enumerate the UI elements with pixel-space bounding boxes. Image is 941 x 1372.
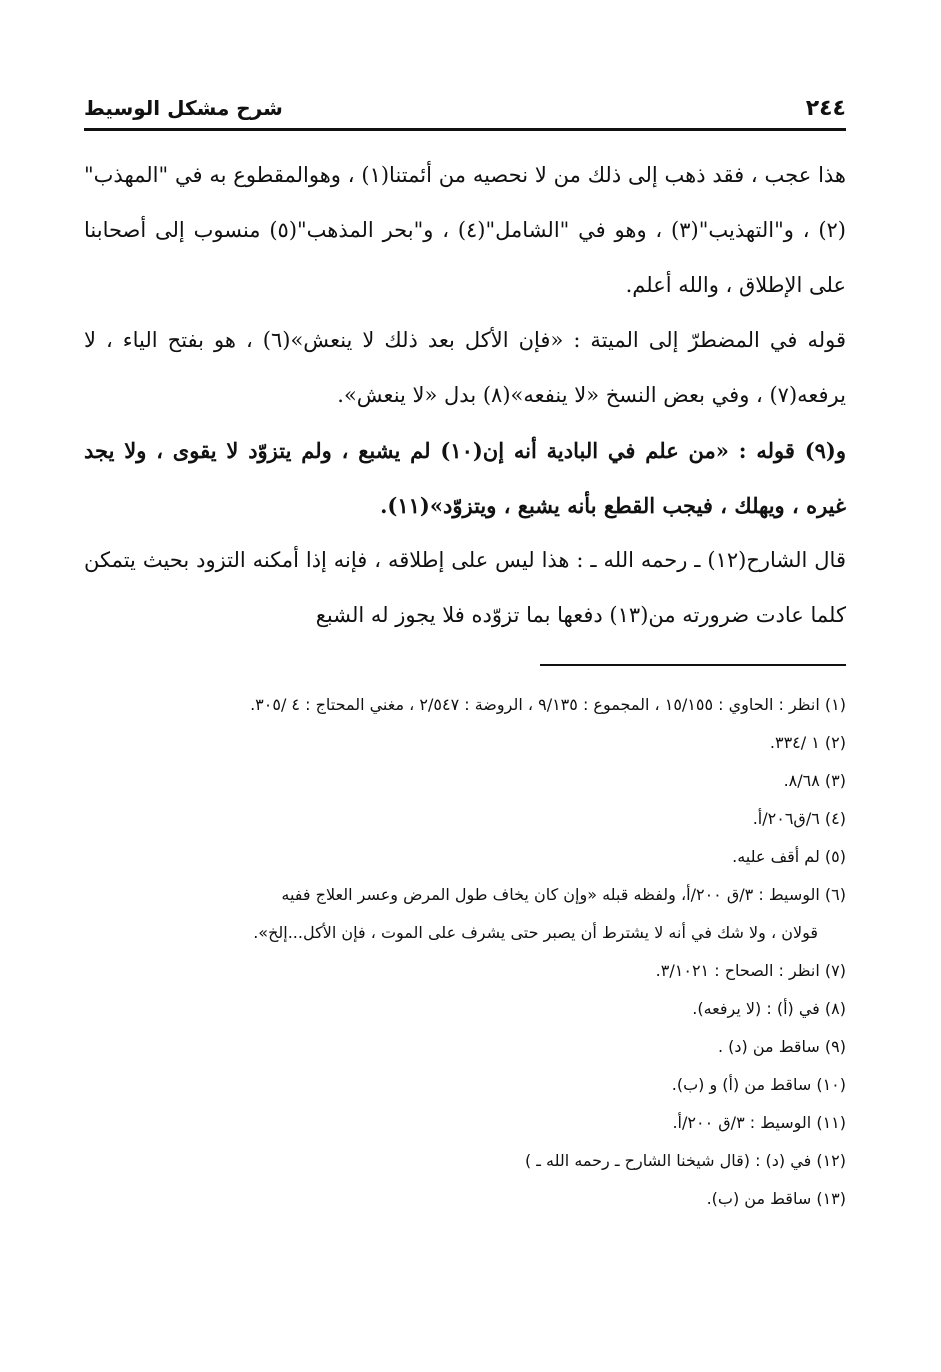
footnote-13: (١٣) ساقط من (ب). [706, 1189, 846, 1208]
footnote-8: (٨) في (أ) : (لا يرفعه). [692, 999, 846, 1018]
footnote-separator [540, 664, 846, 666]
footnote-11: (١١) الوسيط : ٣/ق ٢٠٠/أ. [672, 1113, 846, 1132]
footnote-1: (١) انظر : الحاوي : ١٥/١٥٥ ، المجموع : ٩/١٣٥ ، الروضة : ٢/٥٤٧ ، مغني المحتاج : ٤ /٣٠٥. [250, 695, 846, 714]
running-title: شرح مشكل الوسيط [84, 96, 283, 120]
paragraph-1: هذا عجب ، فقد ذهب إلى ذلك من لا نحصيه من أئمتنا(١) ، وهوالمقطوع به في "المهذب"(٢) ، و"التهذيب"(٣) ، وهو في "الشامل"(٤) ، و"بحر المذهب"(٥) منسوب إلى أصحابنا على الإطلاق ، والله أعلم. [84, 163, 846, 297]
footnote-3: (٣) ٨/٦٨. [783, 771, 846, 790]
footnote-12: (١٢) في (د) : (قال شيخنا الشارح ـ رحمه الله ـ ) [524, 1151, 846, 1170]
paragraph-2: قوله في المضطرّ إلى الميتة : «فإن الأكل بعد ذلك لا ينعش»(٦) ، هو بفتح الياء ، لا يرفعه(٧) ، وفي بعض النسخ «لا ينفعه»(٨) بدل «لا ينعش». [84, 328, 847, 407]
footnote-5: (٥) لم أقف عليه. [732, 847, 846, 866]
footnote-7: (٧) انظر : الصحاح : ٣/١٠٢١. [655, 961, 846, 980]
footnote-6-continuation: قولان ، ولا شك في أنه لا يشترط أن يصبر حتى يشرف على الموت ، فإن الأكل...إلخ». [253, 923, 818, 942]
footnote-9: (٩) ساقط من (د) . [718, 1037, 846, 1056]
footnote-10: (١٠) ساقط من (أ) و (ب). [671, 1075, 846, 1094]
page-number: ٢٤٤ [805, 96, 846, 121]
header-rule [84, 128, 846, 131]
paragraph-3-quote: و(٩) قوله : «من علم في البادية أنه إن(١٠) لم يشبع ، ولم يتزوّد لا يقوى ، ولا يجد غيره ، ويهلك ، فيجب القطع بأنه يشبع ، ويتزوّد»(١١). [84, 438, 846, 518]
footnote-4: (٤) ٦/ق٢٠٦/أ. [752, 809, 846, 828]
paragraph-4: قال الشارح(١٢) ـ رحمه الله ـ : هذا ليس على إطلاقه ، فإنه إذا أمكنه التزود بحيث يتمكن كلما عادت ضرورته من(١٣) دفعها بما تزوّده فلا يجوز له الشبع [84, 548, 846, 627]
footnotes [84, 686, 846, 1218]
footnote-2: (٢) ١ /٣٣٤. [769, 733, 846, 752]
footnote-6: (٦) الوسيط : ٣/ق ٢٠٠/أ، ولفظه قبله «وإن كان يخاف طول المرض وعسر العلاج ففيه [281, 885, 846, 904]
main-text [84, 148, 846, 643]
page-header [84, 96, 846, 130]
